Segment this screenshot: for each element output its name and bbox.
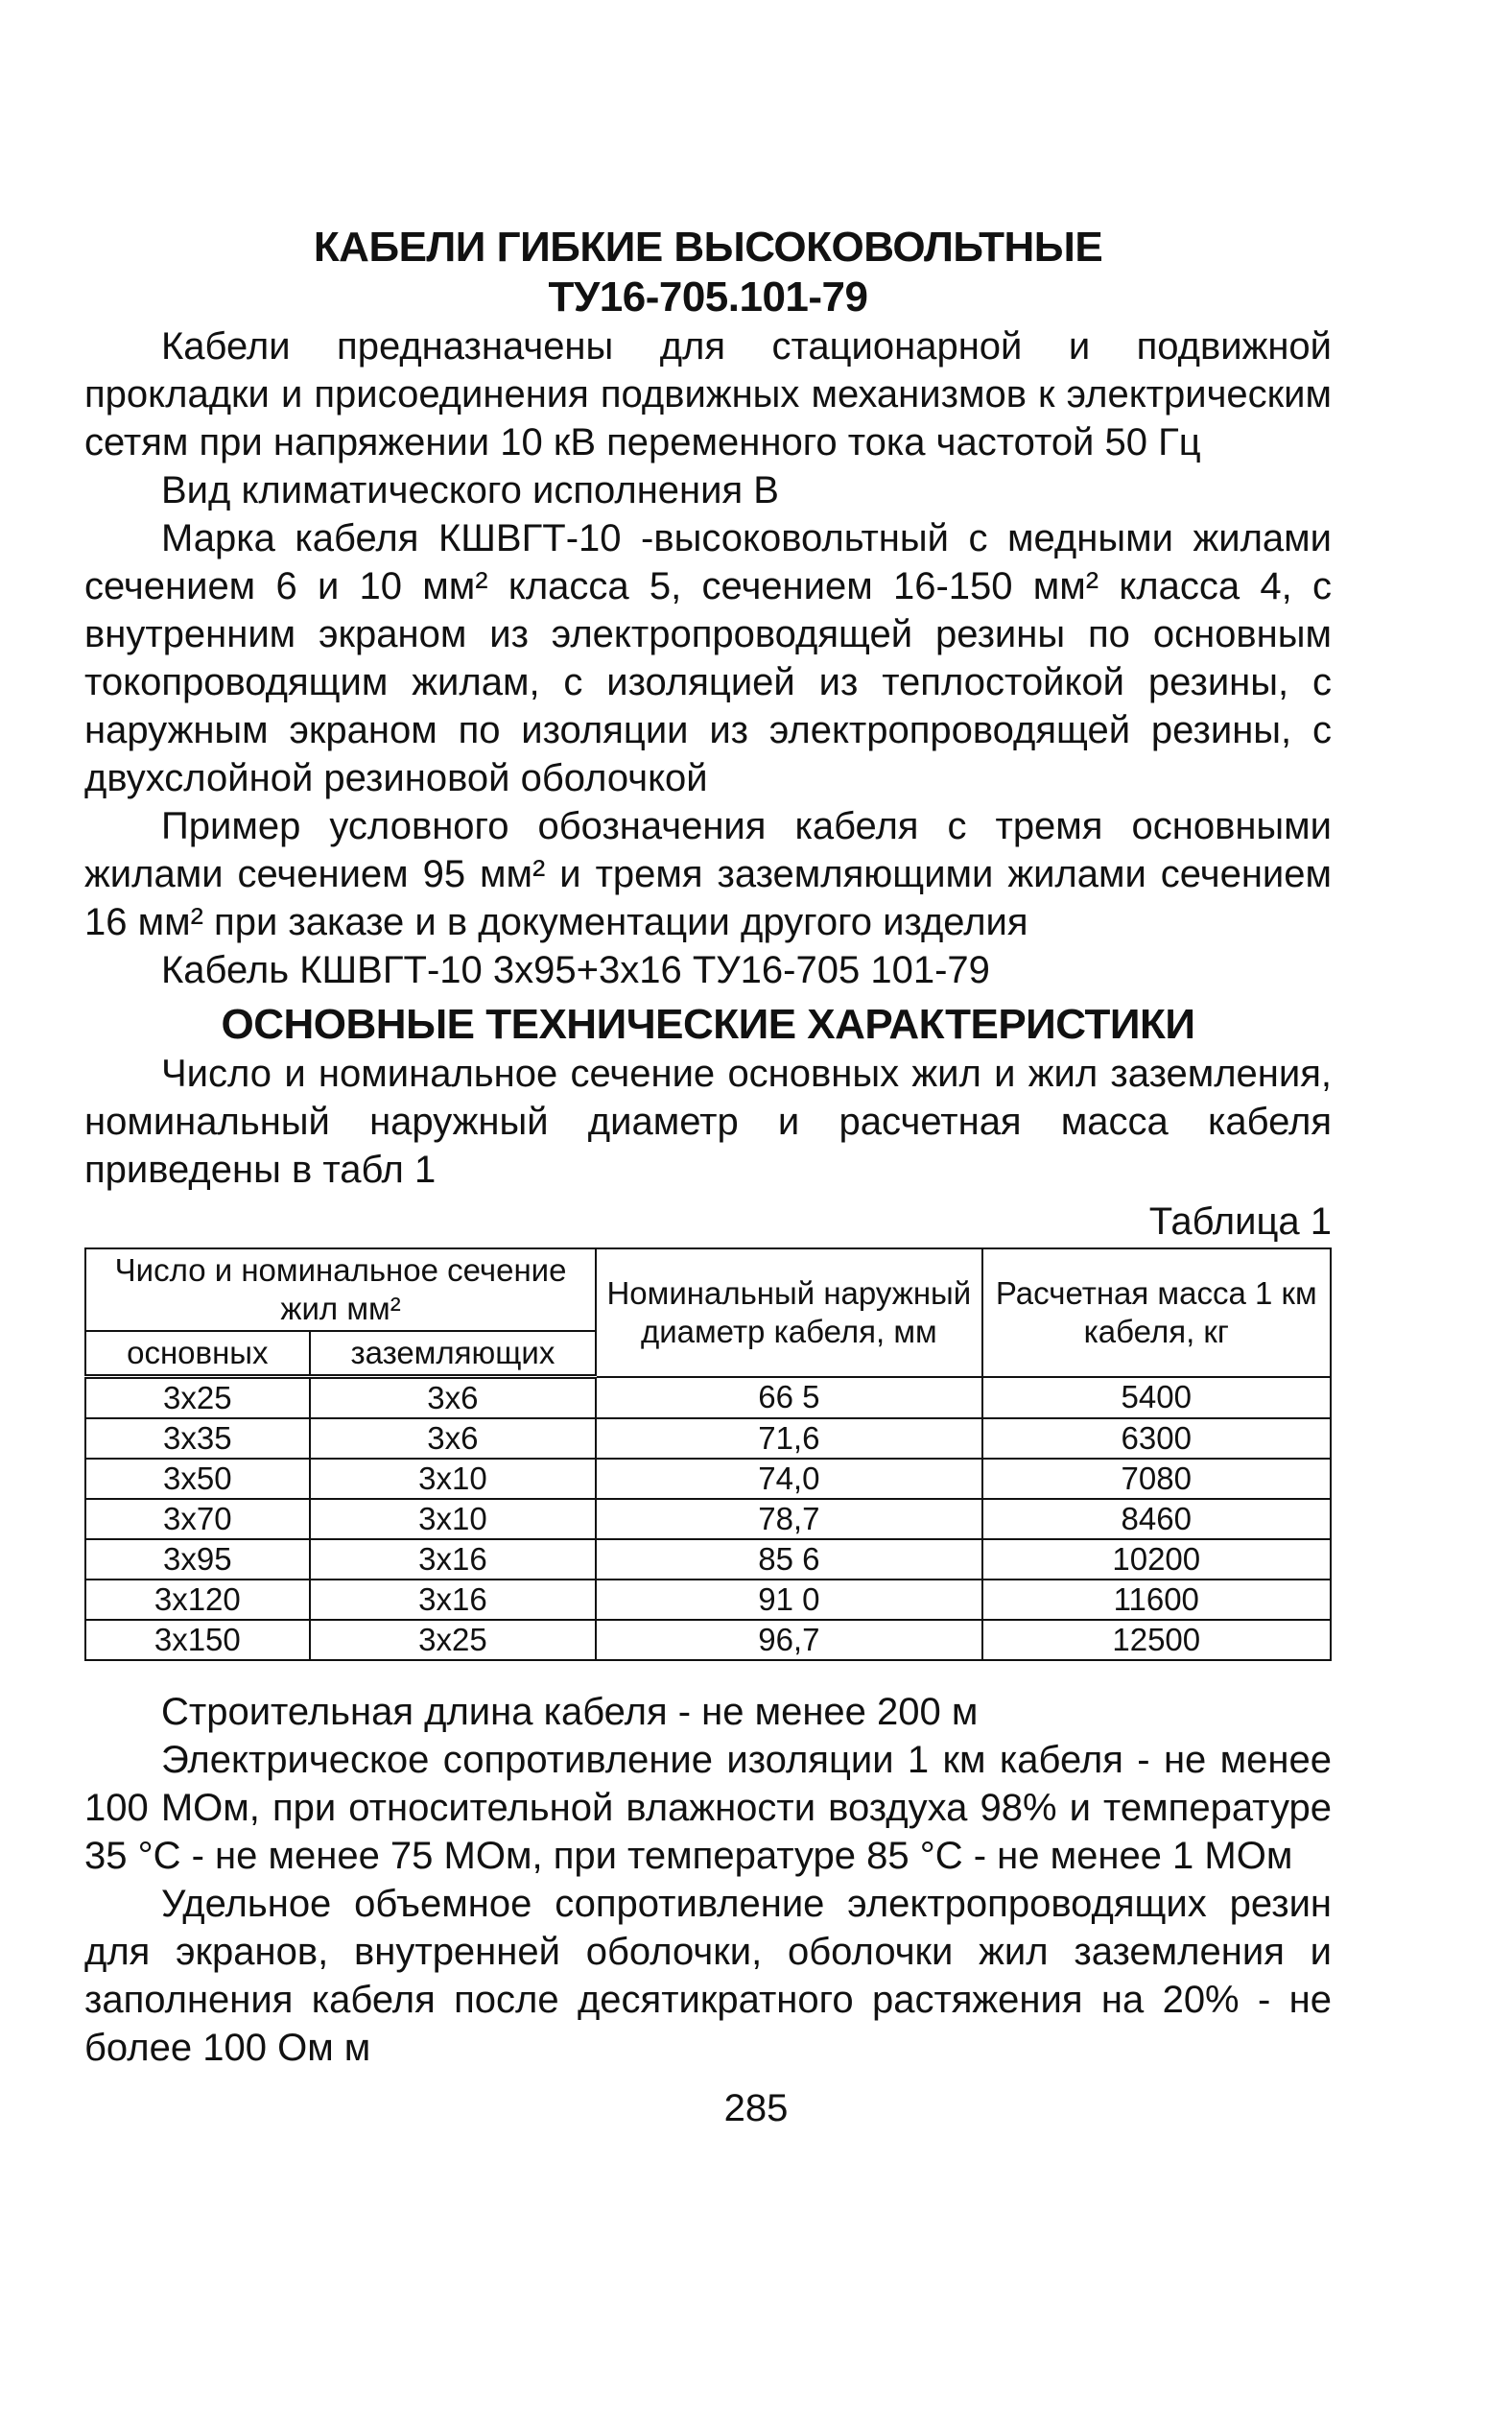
table-row bbox=[85, 1539, 1331, 1580]
header-diameter: Номинальный наружный диаметр кабеля, мм bbox=[596, 1248, 981, 1377]
section-title: ОСНОВНЫЕ ТЕХНИЧЕСКИЕ ХАРАКТЕРИСТИКИ bbox=[221, 1001, 1195, 1048]
purpose-paragraph: Кабели предназначены для стационарной и подвижной прокладки и присоединения подвижных механизмов к электрическим сетям при напряжении 10 кВ переменного тока частотой 50 Гц bbox=[84, 325, 1332, 463]
climate-paragraph: Вид климатического исполнения В bbox=[161, 469, 779, 511]
specs-lead-paragraph: Число и номинальное сечение основных жил и жил заземления, номинальный наружный диаметр и расчетная масса кабеля приведены в табл 1 bbox=[84, 1053, 1332, 1191]
table-row bbox=[85, 1499, 1331, 1539]
table-caption: Таблица 1 bbox=[1148, 1200, 1332, 1243]
cell-main: 3х95 bbox=[85, 1539, 310, 1580]
length-paragraph: Строительная длина кабеля - не менее 200 м bbox=[161, 1691, 979, 1733]
cell-ground: 3х6 bbox=[310, 1418, 597, 1459]
document-standard: ТУ16-705.101-79 bbox=[548, 273, 868, 321]
cell-ground: 3х16 bbox=[310, 1539, 597, 1580]
header-mass: Расчетная масса 1 км кабеля, кг bbox=[982, 1248, 1331, 1377]
cell-main: 3х120 bbox=[85, 1580, 310, 1620]
cell-diameter: 96,7 bbox=[596, 1620, 981, 1660]
table-row bbox=[85, 1620, 1331, 1660]
cell-mass: 5400 bbox=[982, 1377, 1331, 1419]
cell-mass: 10200 bbox=[982, 1539, 1331, 1580]
cell-mass: 6300 bbox=[982, 1418, 1331, 1459]
cell-main: 3х70 bbox=[85, 1499, 310, 1539]
cell-ground: 3х25 bbox=[310, 1620, 597, 1660]
cell-diameter: 85 6 bbox=[596, 1539, 981, 1580]
header-cores-group: Число и номинальное сечение жил мм² bbox=[85, 1248, 596, 1331]
cell-ground: 3х10 bbox=[310, 1499, 597, 1539]
cell-main: 3х25 bbox=[85, 1377, 310, 1419]
cell-main: 3х35 bbox=[85, 1418, 310, 1459]
cell-mass: 7080 bbox=[982, 1459, 1331, 1499]
header-ground-cores: заземляющих bbox=[310, 1331, 597, 1377]
cell-mass: 8460 bbox=[982, 1499, 1331, 1539]
page-content bbox=[84, 223, 1332, 2072]
table-row bbox=[85, 1377, 1331, 1419]
cell-main: 3х150 bbox=[85, 1620, 310, 1660]
cell-ground: 3х10 bbox=[310, 1459, 597, 1499]
cell-diameter: 74,0 bbox=[596, 1459, 981, 1499]
cell-ground: 3х6 bbox=[310, 1377, 597, 1419]
cell-main: 3х50 bbox=[85, 1459, 310, 1499]
resistivity-paragraph: Удельное объемное сопротивление электропроводящих резин для экранов, внутренней оболочки, оболочки жил заземления и заполнения кабеля после десятикратного растяжения на 20% - не более 100 Ом м bbox=[84, 1883, 1332, 2069]
cell-diameter: 66 5 bbox=[596, 1377, 981, 1419]
table-row bbox=[85, 1459, 1331, 1499]
cell-diameter: 78,7 bbox=[596, 1499, 981, 1539]
cell-ground: 3х16 bbox=[310, 1580, 597, 1620]
brand-paragraph: Марка кабеля КШВГТ-10 -высоковольтный с медными жилами сечением 6 и 10 мм² класса 5, сечением 16-150 мм² класса 4, с внутренним экраном из электропроводящей резины по основным токопроводящим жилам, с изоляцией из теплостойкой резины, с наружным экраном по изоляции из электропроводящей резины, с двухслойной резиновой оболочкой bbox=[84, 517, 1332, 799]
insulation-paragraph: Электрическое сопротивление изоляции 1 км кабеля - не менее 100 МОм, при относительной влажности воздуха 98% и температуре 35 °С - не менее 75 МОм, при температуре 85 °С - не менее 1 МОм bbox=[84, 1739, 1332, 1877]
page-number: 285 bbox=[723, 2087, 789, 2129]
designation-paragraph: Кабель КШВГТ-10 3х95+3х16 ТУ16-705 101-79 bbox=[161, 949, 990, 991]
document-title: КАБЕЛИ ГИБКИЕ ВЫСОКОВОЛЬТНЫЕ bbox=[313, 224, 1103, 271]
cell-mass: 12500 bbox=[982, 1620, 1331, 1660]
example-paragraph: Пример условного обозначения кабеля с тремя основными жилами сечением 95 мм² и тремя заземляющими жилами сечением 16 мм² при заказе и в документации другого изделия bbox=[84, 805, 1332, 943]
table-row bbox=[85, 1418, 1331, 1459]
cell-diameter: 71,6 bbox=[596, 1418, 981, 1459]
header-main-cores: основных bbox=[85, 1331, 310, 1377]
table-row bbox=[85, 1580, 1331, 1620]
cable-table bbox=[84, 1247, 1332, 1661]
cell-mass: 11600 bbox=[982, 1580, 1331, 1620]
cell-diameter: 91 0 bbox=[596, 1580, 981, 1620]
